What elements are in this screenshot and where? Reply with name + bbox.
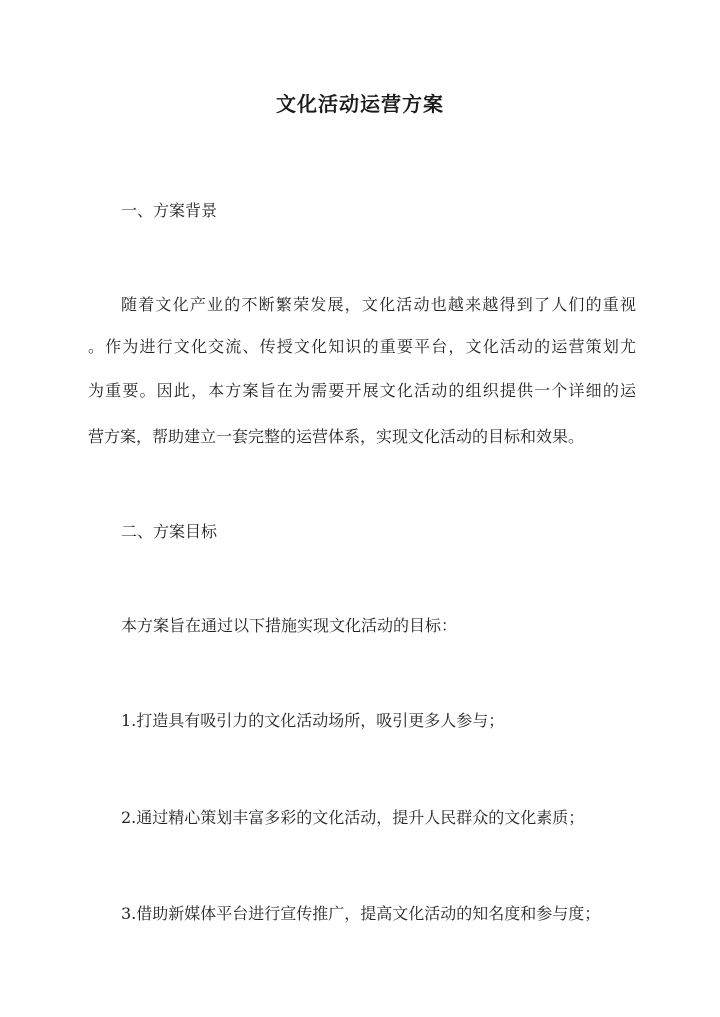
list-item: 1.打造具有吸引力的文化活动场所，吸引更多人参与； bbox=[121, 711, 505, 730]
document-title: 文化活动运营方案 bbox=[276, 92, 444, 116]
list-item: 2.通过精心策划丰富多彩的文化活动，提升人民群众的文化素质； bbox=[121, 808, 585, 827]
paragraph-line: 营方案，帮助建立一套完整的运营体系，实现文化活动的目标和效果。 bbox=[88, 427, 585, 446]
paragraph-line: 。作为进行文化交流、传授文化知识的重要平台，文化活动的运营策划尤 bbox=[88, 337, 636, 356]
section-heading-goals: 二、方案目标 bbox=[121, 522, 218, 541]
paragraph-line: 为重要。因此，本方案旨在为需要开展文化活动的组织提供一个详细的运 bbox=[88, 381, 636, 400]
paragraph-line: 随着文化产业的不断繁荣发展，文化活动也越来越得到了人们的重视 bbox=[121, 295, 636, 314]
list-item: 3.借助新媒体平台进行宣传推广，提高文化活动的知名度和参与度； bbox=[121, 904, 601, 923]
section-heading-background: 一、方案背景 bbox=[121, 201, 218, 220]
goals-intro: 本方案旨在通过以下措施实现文化活动的目标： bbox=[121, 616, 458, 635]
